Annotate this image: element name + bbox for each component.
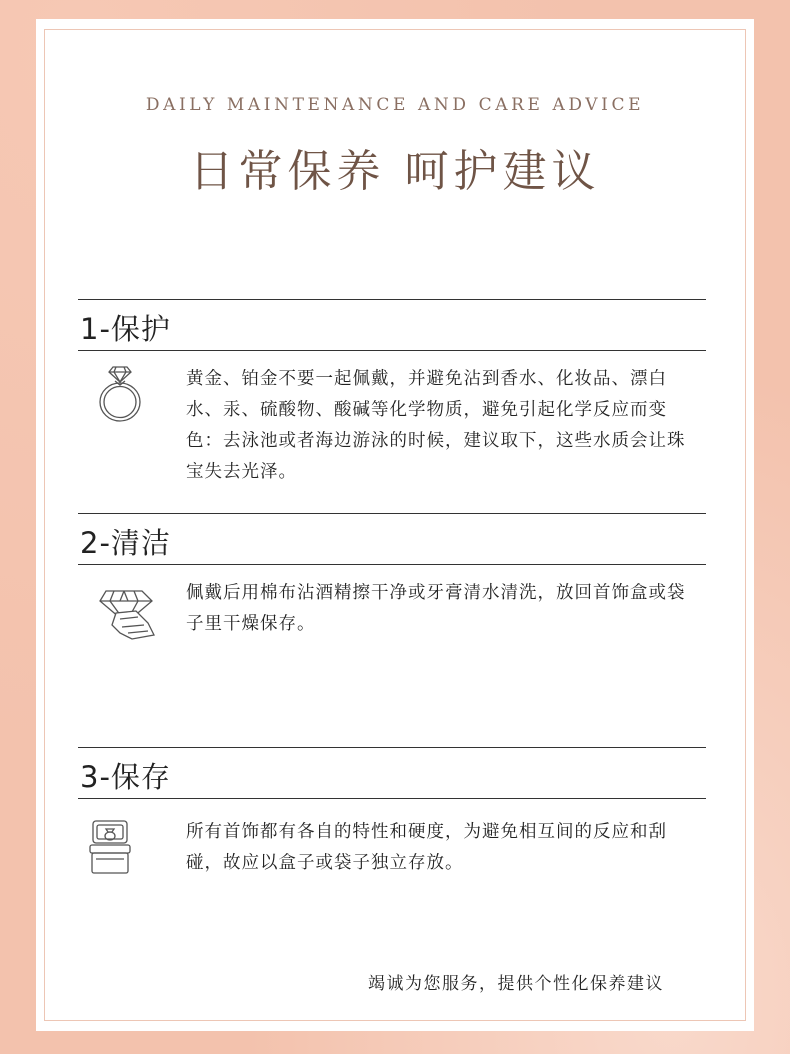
section-text: 佩戴后用棉布沾酒精擦干净或牙膏清水清洗，放回首饰盒或袋子里干燥保存。 (186, 583, 686, 634)
section-clean (78, 513, 706, 653)
divider (78, 798, 706, 799)
section-protect (78, 299, 706, 499)
divider (78, 513, 706, 514)
page-title: 日常保养 呵护建议 (189, 146, 601, 197)
section-heading: 1-保护 (80, 312, 171, 346)
ring-icon (96, 363, 144, 427)
section-store (78, 747, 706, 907)
ring-box-icon (88, 819, 132, 879)
divider (78, 350, 706, 351)
divider (78, 299, 706, 300)
footer-text: 竭诚为您服务，提供个性化保养建议 (368, 974, 664, 994)
diamond-cloth-icon (98, 583, 160, 647)
divider (78, 747, 706, 748)
section-text: 所有首饰都有各自的特性和硬度，为避免相互间的反应和刮碰，故应以盒子或袋子独立存放。 (186, 822, 667, 873)
section-heading: 2-清洁 (80, 526, 171, 560)
section-text: 黄金、铂金不要一起佩戴，并避免沾到香水、化妆品、漂白水、汞、硫酸物、酸碱等化学物质，避免引起化学反应而变色：去泳池或者海边游泳的时候，建议取下，这些水质会让珠宝失去光泽。 (186, 369, 686, 482)
divider (78, 564, 706, 565)
page-subtitle: DAILY MAINTENANCE AND CARE ADVICE (145, 95, 645, 115)
care-card (36, 19, 754, 1031)
section-heading: 3-保存 (80, 760, 171, 794)
